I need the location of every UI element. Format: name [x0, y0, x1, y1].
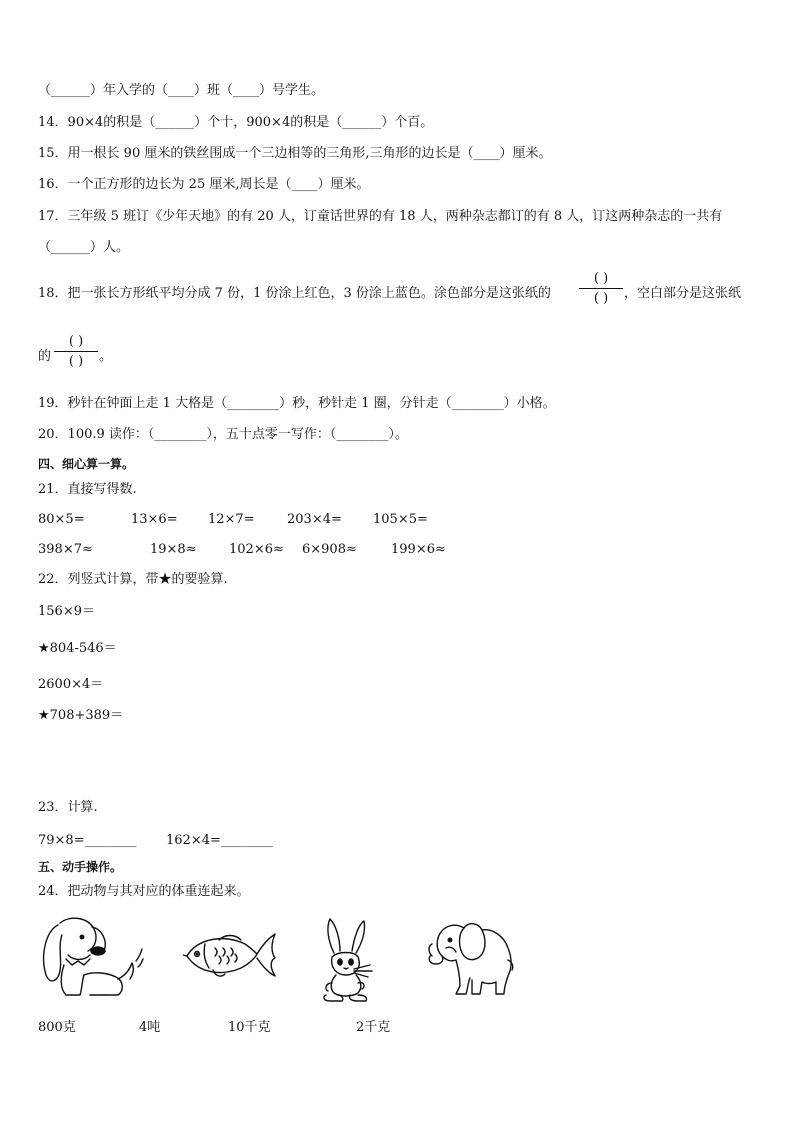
rabbit-illustration	[318, 917, 380, 1003]
vertical-calc-item: 156×9＝	[38, 604, 95, 619]
fish-illustration	[183, 930, 278, 980]
calc-item: 102×6≈	[229, 542, 284, 557]
section4-heading: 四、细心算一算。	[38, 457, 135, 471]
vertical-calc-item: 2600×4＝	[38, 677, 104, 692]
q18-part3-suffix: 。	[99, 349, 113, 364]
q14: 14．90×4的积是（______）个十，900×4的积是（______）个百。	[38, 115, 434, 130]
calc-item: 398×7≈	[38, 542, 93, 557]
q23-item: 79×8=________	[38, 833, 137, 848]
vertical-calc-item: ★708+389＝	[38, 708, 124, 723]
dog-illustration	[38, 915, 144, 1001]
q24-title: 24．把动物与其对应的体重连起来。	[38, 884, 250, 899]
q17-line2: （______）人。	[38, 240, 130, 255]
q13-tail: （______）年入学的（____）班（____）号学生。	[38, 83, 325, 98]
q19: 19．秒针在钟面上走 1 大格是（________）秒，秒针走 1 圈，分针走（________）小格。	[38, 396, 556, 411]
calc-item: 105×5=	[373, 512, 428, 527]
fraction-bar	[579, 288, 623, 289]
numerator-blank: ( )	[593, 271, 609, 286]
q18-fraction-blank	[54, 334, 98, 369]
q18-part2: ，空白部分是这张纸	[624, 286, 742, 301]
q18-part3-prefix: 的	[38, 349, 52, 364]
calc-item: 203×4=	[287, 512, 342, 527]
calc-item: 12×7=	[208, 512, 255, 527]
vertical-calc-item: ★804-546＝	[38, 641, 117, 656]
q22-title: 22．列竖式计算，带★的要验算.	[38, 572, 228, 587]
q23-title: 23．计算.	[38, 800, 98, 815]
q23-item: 162×4=________	[166, 833, 273, 848]
fraction-bar	[54, 351, 98, 352]
calc-item: 80×5=	[38, 512, 85, 527]
calc-item: 13×6=	[131, 512, 178, 527]
q16: 16．一个正方形的边长为 25 厘米,周长是（____）厘米。	[38, 177, 370, 192]
q18-part1: 18．把一张长方形纸平均分成 7 份，1 份涂上红色，3 份涂上蓝色。涂色部分是这张纸的	[38, 286, 551, 301]
denominator-blank: ( )	[593, 291, 609, 306]
denominator-blank: ( )	[68, 354, 84, 369]
q20: 20．100.9 读作：（________），五十点零一写作：（________）。	[38, 427, 408, 442]
elephant-illustration	[424, 916, 516, 998]
section5-heading: 五、动手操作。	[38, 860, 123, 874]
numerator-blank: ( )	[68, 334, 84, 349]
weight-option: 4吨	[139, 1020, 161, 1035]
weight-option: 800克	[38, 1020, 76, 1035]
calc-item: 199×6≈	[391, 542, 446, 557]
q21-title: 21．直接写得数.	[38, 482, 137, 497]
weight-option: 2千克	[356, 1020, 391, 1035]
q15: 15．用一根长 90 厘米的铁丝围成一个三边相等的三角形,三角形的边长是（____）厘米。	[38, 146, 552, 161]
calc-item: 19×8≈	[150, 542, 197, 557]
calc-item: 6×908≈	[302, 542, 357, 557]
weight-option: 10千克	[228, 1020, 271, 1035]
q17-line1: 17．三年级 5 班订《少年天地》的有 20 人，订童话世界的有 18 人，两种杂志都订的有 8 人，订这两种杂志的一共有	[38, 209, 723, 224]
q18-fraction-colored	[579, 271, 623, 306]
